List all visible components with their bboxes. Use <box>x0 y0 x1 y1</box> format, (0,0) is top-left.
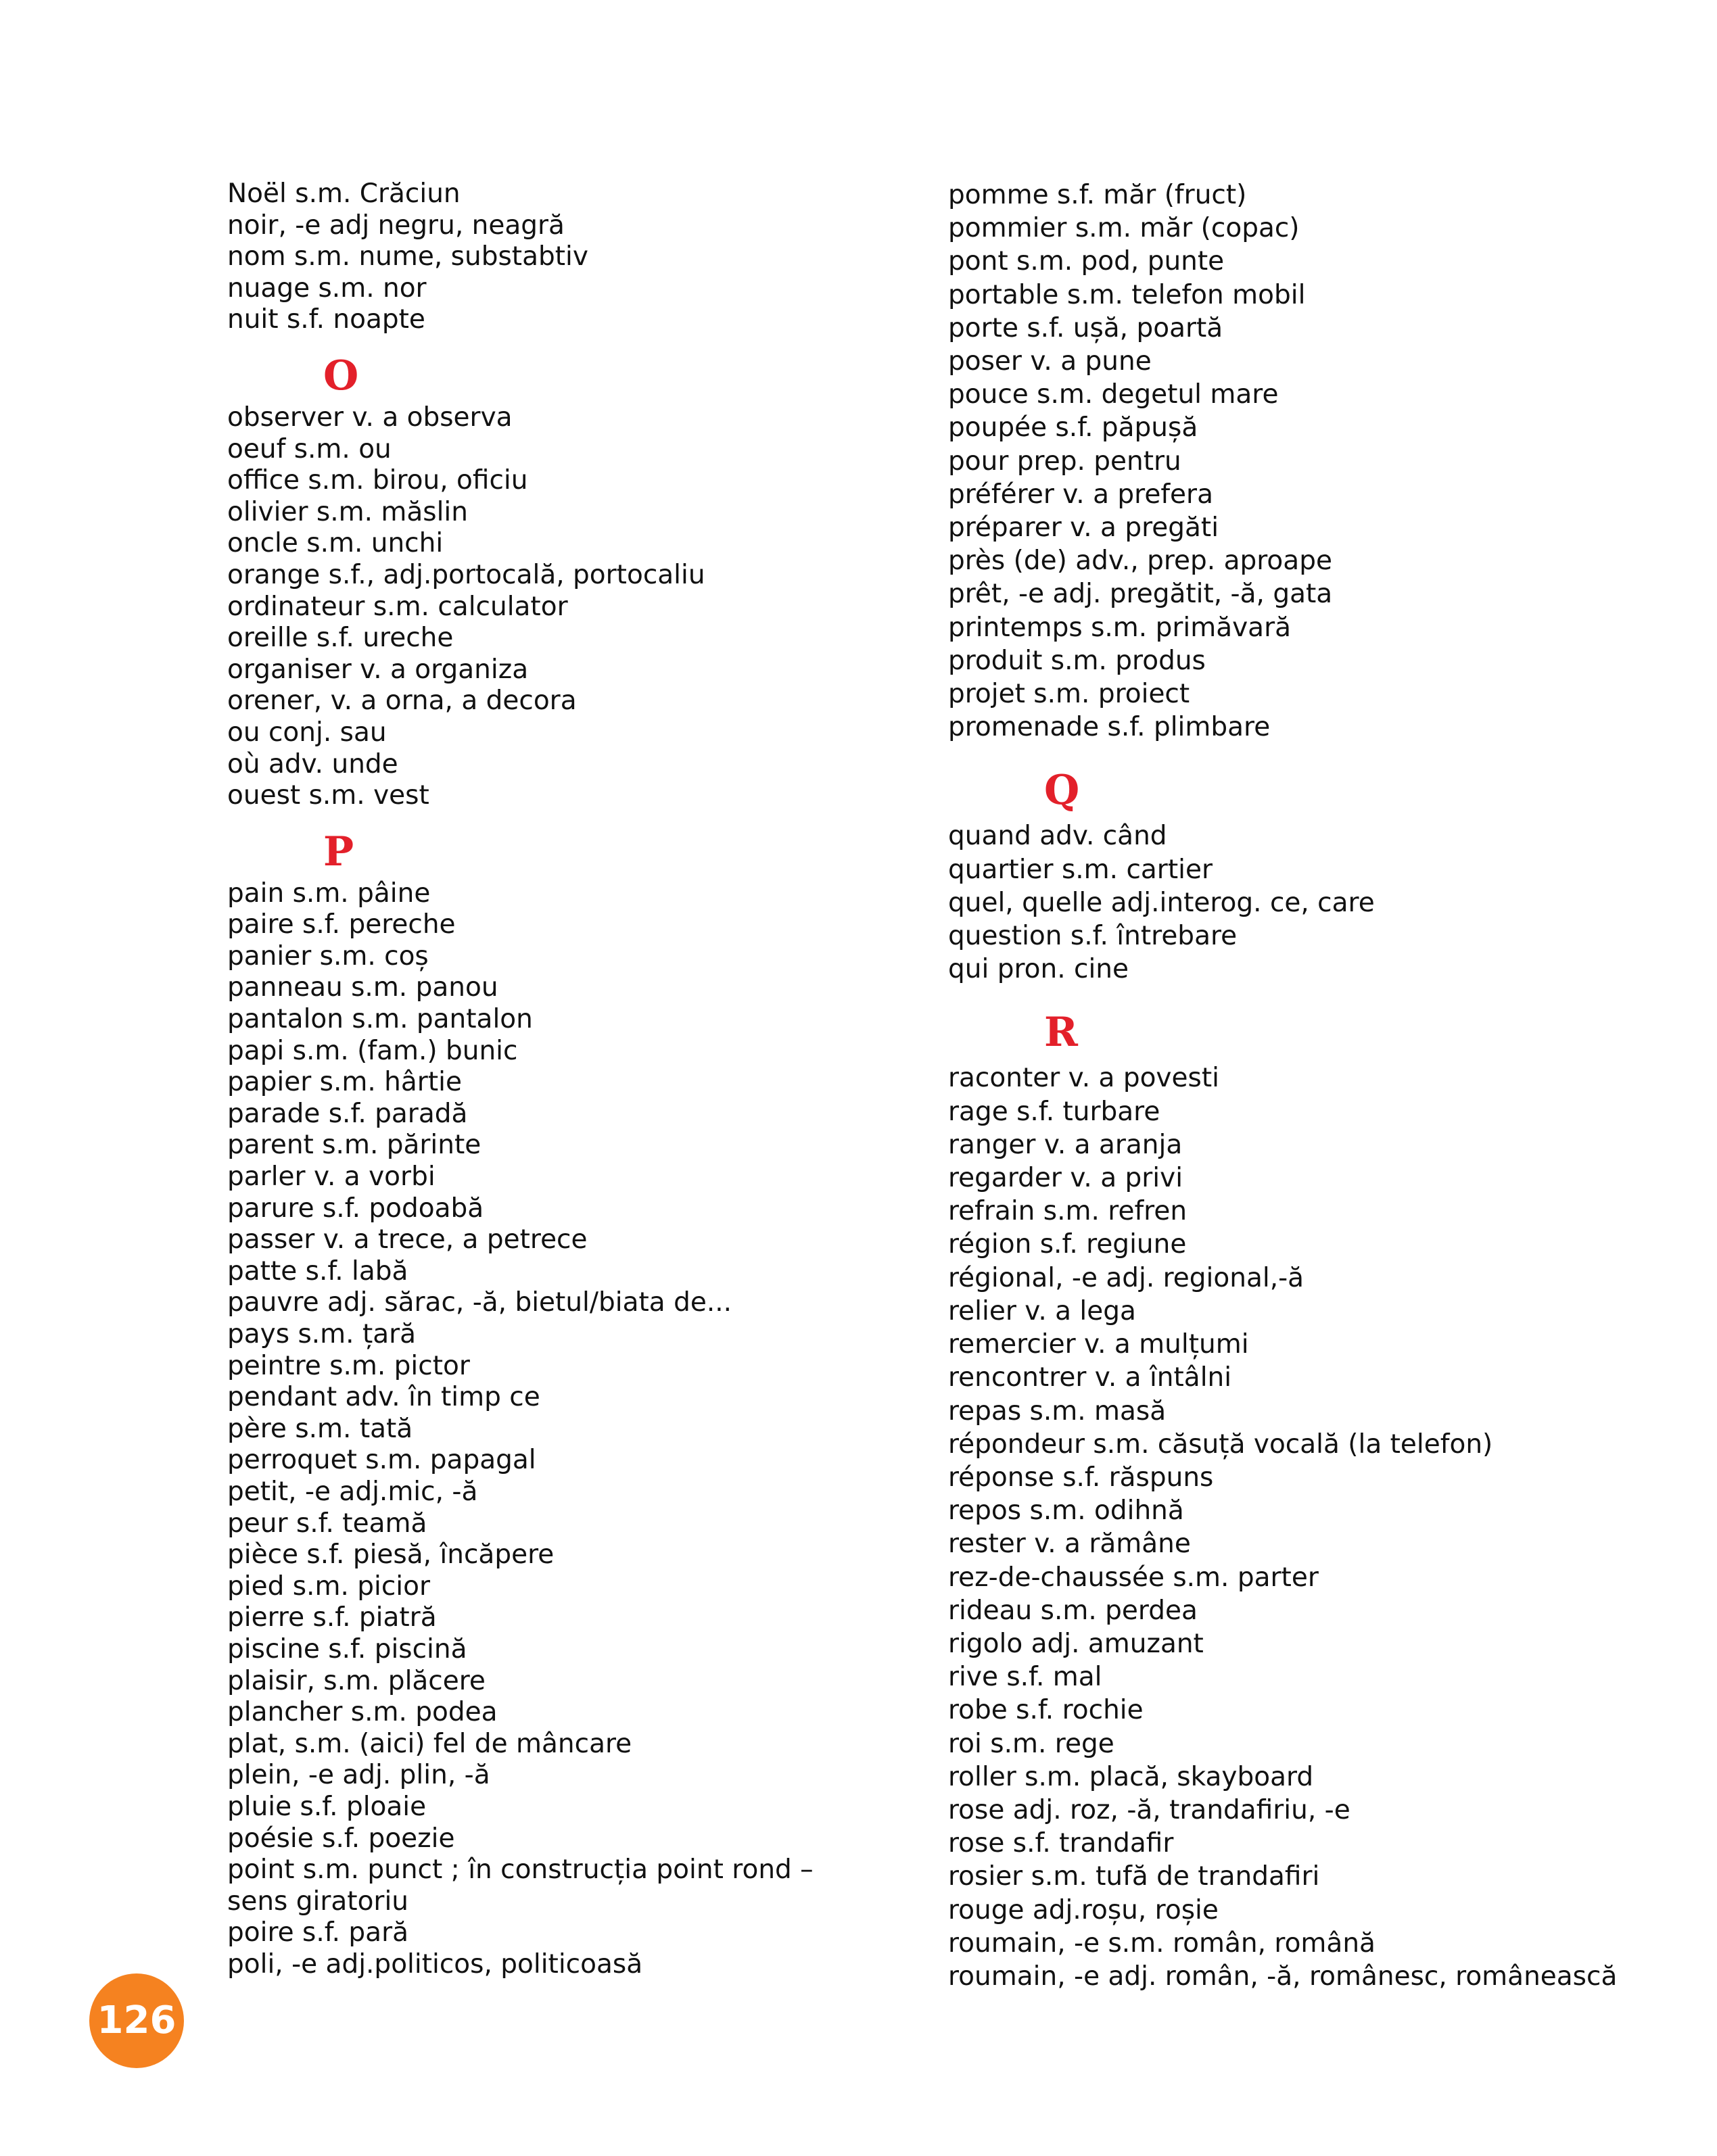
dictionary-entry: rage s.f. turbare <box>948 1096 1160 1127</box>
dictionary-entry: pièce s.f. piesă, încăpere <box>227 1539 555 1571</box>
dictionary-entry: plat, s.m. (aici) fel de mâncare <box>227 1728 632 1759</box>
left-column <box>227 178 903 1980</box>
right-column <box>948 178 1692 1993</box>
letter-heading-p: P <box>323 828 354 876</box>
dictionary-entry: parure s.f. podoabă <box>227 1193 484 1224</box>
dictionary-entry: plaisir, s.m. plăcere <box>227 1665 486 1696</box>
dictionary-entry: paire s.f. pereche <box>227 909 456 940</box>
dictionary-entry: passer v. a trece, a petrece <box>227 1224 588 1255</box>
dictionary-entry: rose adj. roz, -ă, trandafiriu, -e <box>948 1794 1350 1825</box>
dictionary-entry: poire s.f. pară <box>227 1917 409 1948</box>
dictionary-entry: plein, -e adj. plin, -ă <box>227 1760 490 1791</box>
dictionary-entry: ordinateur s.m. calculator <box>227 591 568 622</box>
dictionary-entry: rive s.f. mal <box>948 1662 1102 1693</box>
dictionary-entry: ranger v. a aranja <box>948 1129 1183 1160</box>
dictionary-entry: remercier v. a mulțumi <box>948 1329 1249 1360</box>
dictionary-entry: panneau s.m. panou <box>227 972 498 1003</box>
dictionary-entry: produit s.m. produs <box>948 645 1206 676</box>
dictionary-entry: rideau s.m. perdea <box>948 1595 1198 1626</box>
dictionary-entry: oeuf s.m. ou <box>227 433 392 464</box>
dictionary-entry: rouge adj.roșu, roșie <box>948 1894 1219 1925</box>
dictionary-entry: région s.f. regiune <box>948 1229 1187 1260</box>
dictionary-entry: perroquet s.m. papagal <box>227 1445 536 1476</box>
dictionary-entry: point s.m. punct ; în construcția point rond – sens giratoriu <box>227 1854 814 1917</box>
dictionary-entry: pont s.m. pod, punte <box>948 246 1225 277</box>
dictionary-entry: panier s.m. coș <box>227 940 429 972</box>
dictionary-entry: poésie s.f. poezie <box>227 1823 455 1854</box>
dictionary-entry: rose s.f. trandafir <box>948 1828 1174 1859</box>
dictionary-entry: près (de) adv., prep. aproape <box>948 546 1332 577</box>
dictionary-entry: plancher s.m. podea <box>227 1697 498 1728</box>
dictionary-entry: pain s.m. pâine <box>227 878 431 909</box>
dictionary-entry: pendant adv. în timp ce <box>227 1382 540 1413</box>
dictionary-entry: repos s.m. odihnă <box>948 1495 1184 1527</box>
dictionary-entry: papier s.m. hârtie <box>227 1067 462 1098</box>
dictionary-entry: printemps s.m. primăvară <box>948 612 1292 643</box>
dictionary-entry: noir, -e adj negru, neagră <box>227 210 565 241</box>
dictionary-entry: pantalon s.m. pantalon <box>227 1004 533 1035</box>
dictionary-entry: où adv. unde <box>227 748 398 780</box>
letter-heading-o: O <box>323 352 359 400</box>
dictionary-entry: observer v. a observa <box>227 402 513 433</box>
dictionary-entry: pour prep. pentru <box>948 446 1181 477</box>
dictionary-entry: pouce s.m. degetul mare <box>948 379 1279 410</box>
dictionary-entry: parade s.f. paradă <box>227 1098 468 1129</box>
dictionary-entry: regarder v. a privi <box>948 1163 1183 1194</box>
dictionary-entry: raconter v. a povesti <box>948 1063 1219 1094</box>
dictionary-entry: orener, v. a orna, a decora <box>227 686 577 717</box>
page-number-badge: 126 <box>89 1973 184 2068</box>
dictionary-entry: petit, -e adj.mic, -ă <box>227 1476 478 1507</box>
dictionary-entry: quel, quelle adj.interog. ce, care <box>948 887 1375 918</box>
dictionary-entry: oncle s.m. unchi <box>227 528 444 559</box>
dictionary-entry: rencontrer v. a întâlni <box>948 1362 1232 1393</box>
letter-heading-r: R <box>1044 1009 1078 1057</box>
dictionary-entry: père s.m. tată <box>227 1413 413 1444</box>
dictionary-entry: roumain, -e adj. român, -ă, românesc, românească <box>948 1961 1618 1992</box>
dictionary-entry: peur s.f. teamă <box>227 1508 427 1539</box>
dictionary-entry: pommier s.m. măr (copac) <box>948 213 1300 244</box>
dictionary-entry: parent s.m. părinte <box>227 1130 481 1161</box>
letter-heading-q: Q <box>1044 767 1080 815</box>
dictionary-entry: olivier s.m. măslin <box>227 496 468 527</box>
dictionary-entry: parler v. a vorbi <box>227 1161 436 1193</box>
dictionary-entry: Noël s.m. Crăciun <box>227 178 461 209</box>
dictionary-entry: roumain, -e s.m. român, română <box>948 1927 1375 1959</box>
p-entries-continued <box>948 178 1692 744</box>
dictionary-entry: orange s.f., adj.portocală, portocaliu <box>227 559 705 590</box>
dictionary-entry: quand adv. când <box>948 821 1167 852</box>
dictionary-entry: roller s.m. placă, skayboard <box>948 1761 1314 1792</box>
dictionary-entry: prêt, -e adj. pregătit, -ă, gata <box>948 579 1333 610</box>
dictionary-entry: ou conj. sau <box>227 717 387 748</box>
dictionary-entry: repas s.m. masă <box>948 1395 1167 1427</box>
dictionary-entry: rosier s.m. tufă de trandafiri <box>948 1861 1320 1892</box>
dictionary-entry: poupée s.f. păpușă <box>948 412 1198 444</box>
dictionary-entry: peintre s.m. pictor <box>227 1350 470 1381</box>
dictionary-entry: pomme s.f. măr (fruct) <box>948 180 1247 210</box>
dictionary-entry: promenade s.f. plimbare <box>948 712 1271 743</box>
o-entries <box>227 402 903 812</box>
dictionary-entry: refrain s.m. refren <box>948 1196 1187 1227</box>
dictionary-entry: oreille s.f. ureche <box>227 623 454 654</box>
dictionary-entry: rez-de-chaussée s.m. parter <box>948 1562 1319 1593</box>
dictionary-entry: organiser v. a organiza <box>227 654 529 685</box>
n-entries <box>227 178 903 336</box>
dictionary-entry: papi s.m. (fam.) bunic <box>227 1035 518 1066</box>
dictionary-entry: relier v. a lega <box>948 1295 1136 1326</box>
dictionary-entry: pauvre adj. sărac, -ă, bietul/biata de... <box>227 1287 732 1318</box>
dictionary-entry: poli, -e adj.politicos, politicoasă <box>227 1948 643 1980</box>
dictionary-entry: question s.f. întrebare <box>948 921 1238 952</box>
dictionary-entry: qui pron. cine <box>948 954 1129 985</box>
dictionary-entry: portable s.m. telefon mobil <box>948 279 1306 310</box>
dictionary-entry: poser v. a pune <box>948 346 1152 377</box>
dictionary-entry: pays s.m. țară <box>227 1319 417 1349</box>
dictionary-entry: pierre s.f. piatră <box>227 1602 437 1633</box>
q-entries <box>948 819 1692 986</box>
dictionary-entry: répondeur s.m. căsuță vocală (la telefon) <box>948 1429 1493 1460</box>
dictionary-entry: nuit s.f. noapte <box>227 304 425 335</box>
dictionary-entry: préparer v. a pregăti <box>948 512 1219 544</box>
dictionary-entry: ouest s.m. vest <box>227 780 429 811</box>
dictionary-entry: rigolo adj. amuzant <box>948 1628 1204 1659</box>
dictionary-entry: robe s.f. rochie <box>948 1695 1144 1726</box>
dictionary-entry: quartier s.m. cartier <box>948 854 1213 885</box>
dictionary-entry: patte s.f. labă <box>227 1255 408 1287</box>
dictionary-entry: roi s.m. rege <box>948 1728 1114 1759</box>
dictionary-entry: préférer v. a prefera <box>948 479 1213 510</box>
dictionary-entry: office s.m. birou, oficiu <box>227 465 528 496</box>
dictionary-entry: porte s.f. ușă, poartă <box>948 312 1223 343</box>
dictionary-entry: projet s.m. proiect <box>948 679 1190 710</box>
r-entries <box>948 1061 1692 1993</box>
dictionary-entry: régional, -e adj. regional,-ă <box>948 1262 1304 1293</box>
dictionary-entry: pied s.m. picior <box>227 1571 431 1602</box>
dictionary-entry: rester v. a rămâne <box>948 1529 1191 1560</box>
dictionary-entry: pluie s.f. ploaie <box>227 1791 427 1822</box>
dictionary-entry: piscine s.f. piscină <box>227 1633 467 1664</box>
p-entries <box>227 878 903 1981</box>
dictionary-entry: nuage s.m. nor <box>227 272 427 304</box>
dictionary-entry: nom s.m. nume, substabtiv <box>227 241 588 272</box>
dictionary-entry: réponse s.f. răspuns <box>948 1462 1214 1493</box>
